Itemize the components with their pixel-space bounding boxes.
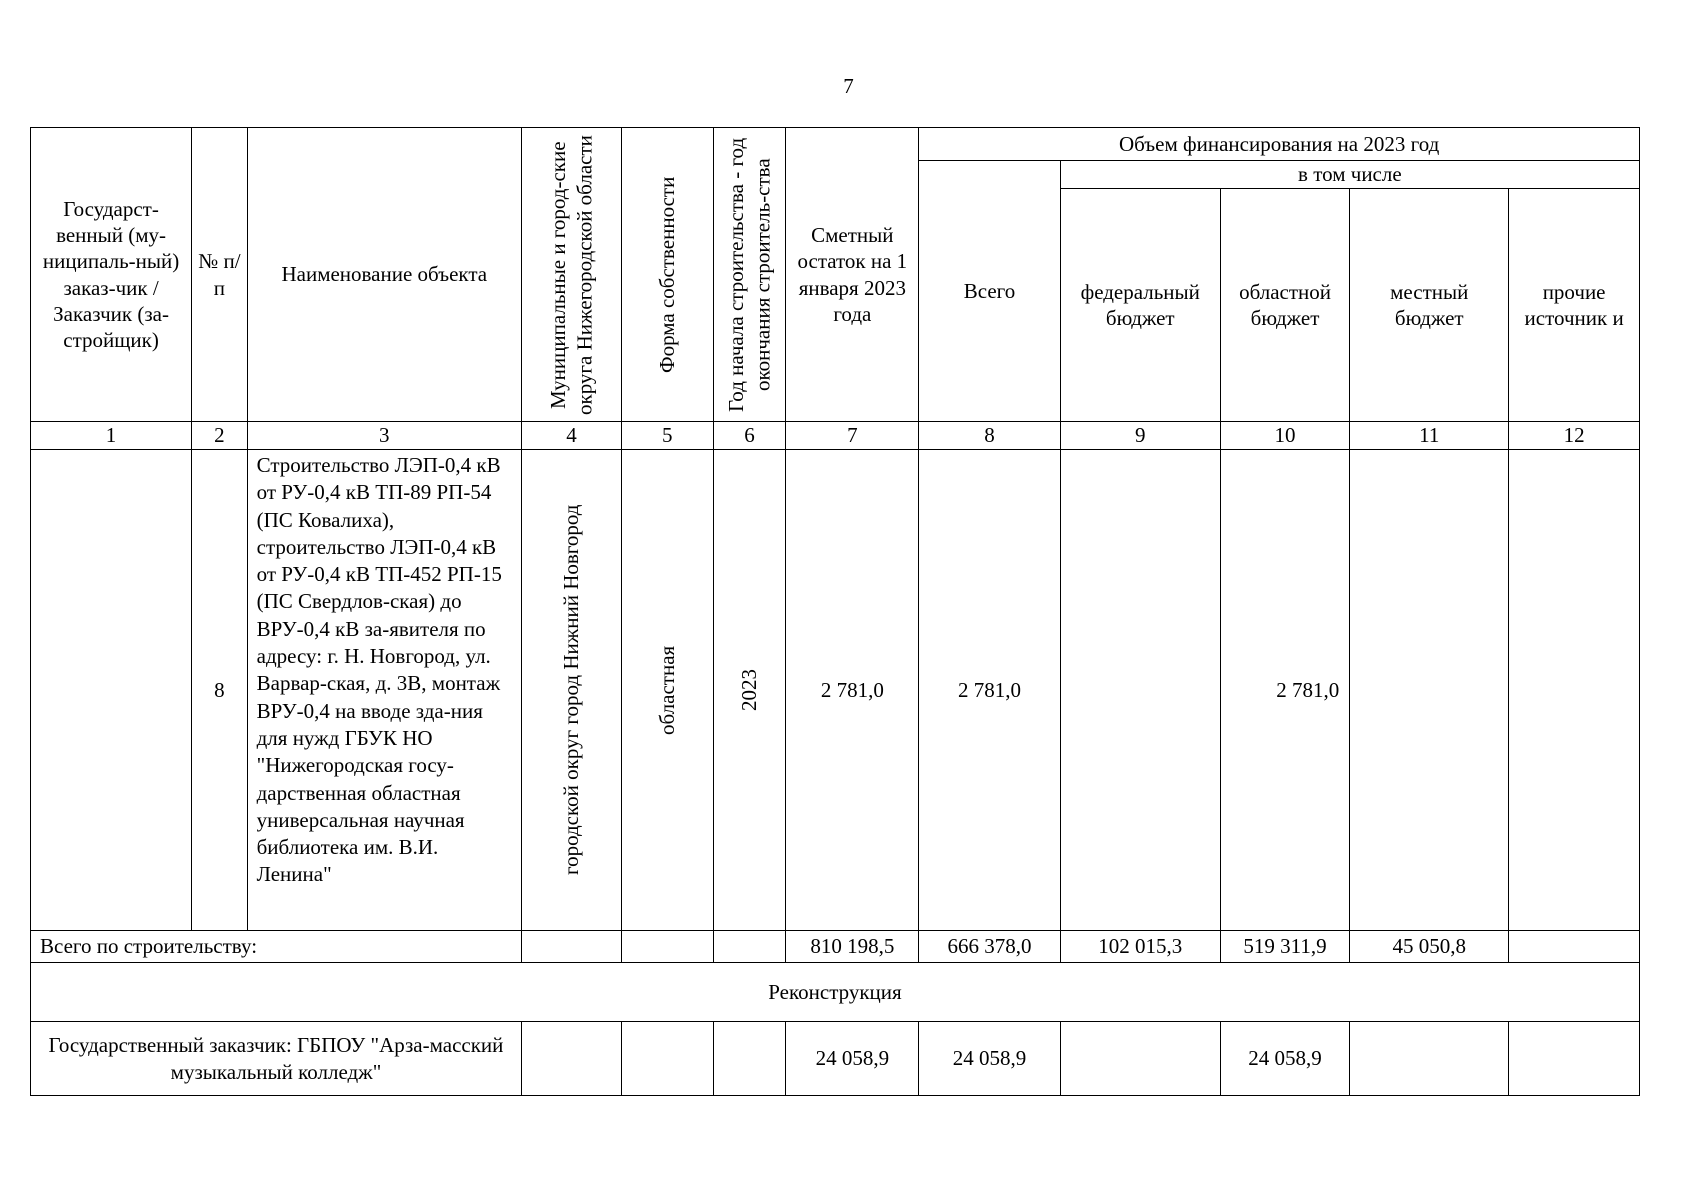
total-other	[1509, 931, 1640, 963]
object-customer-cell	[31, 450, 192, 931]
object-total: 2 781,0	[919, 450, 1061, 931]
table-row-total	[31, 931, 1640, 963]
table-row-section	[31, 963, 1640, 1022]
customer-label: Государственный заказчик: ГБПОУ "Арза-масский музыкальный колледж"	[31, 1022, 522, 1096]
header-including: в том числе	[1060, 161, 1639, 189]
customer-regional: 24 058,9	[1220, 1022, 1350, 1096]
customer-ownership	[622, 1022, 713, 1096]
investment-table	[30, 127, 1640, 1096]
customer-municipality	[521, 1022, 621, 1096]
table-row-object	[31, 450, 1640, 931]
col-number: 5	[622, 422, 713, 450]
col-number: 8	[919, 422, 1061, 450]
total-ownership	[622, 931, 713, 963]
object-ownership-text: областная	[655, 645, 680, 735]
object-name: Строительство ЛЭП-0,4 кВ от РУ-0,4 кВ ТП-89 РП-54 (ПС Ковалиха), строительство ЛЭП-0,4 кВ от РУ-0,4 кВ ТП-452 РП-15 (ПС Свердлов-ская) до ВРУ-0,4 кВ за-явителя по адресу: г. Н. Новгород, ул. Варвар-ская, д. 3В, монтаж ВРУ-0,4 на вводе зда-ния для нужд ГБУК НО "Нижегородская госу-дарственная областная универсальная научная библиотека им. В.И. Ленина"	[247, 450, 521, 931]
header-federal: федеральный бюджет	[1060, 189, 1220, 422]
customer-estimate: 24 058,9	[786, 1022, 919, 1096]
object-other	[1509, 450, 1640, 931]
total-years	[713, 931, 786, 963]
col-number: 1	[31, 422, 192, 450]
column-numbers-row	[31, 422, 1640, 450]
header-years	[713, 128, 786, 422]
header-object-name: Наименование объекта	[247, 128, 521, 422]
header-funding-group: Объем финансирования на 2023 год	[919, 128, 1640, 161]
object-federal	[1060, 450, 1220, 931]
object-municipality-text: городской округ город Нижний Новгород	[559, 504, 584, 876]
col-number: 7	[786, 422, 919, 450]
page-number: 7	[843, 74, 854, 98]
section-title: Реконструкция	[31, 963, 1640, 1022]
header-municipality-text: Муниципальные и город-ские округа Нижегородской области	[546, 134, 597, 415]
header-other: прочие источник и	[1509, 189, 1640, 422]
object-year	[713, 450, 786, 931]
header-ownership-text: Форма собственности	[655, 176, 680, 373]
customer-total: 24 058,9	[919, 1022, 1061, 1096]
header-total: Всего	[919, 161, 1061, 422]
customer-federal	[1060, 1022, 1220, 1096]
header-row-top	[31, 128, 1640, 161]
total-label: Всего по строительству:	[31, 931, 522, 963]
col-number: 4	[521, 422, 621, 450]
col-number: 9	[1060, 422, 1220, 450]
table-row-customer	[31, 1022, 1640, 1096]
total-federal: 102 015,3	[1060, 931, 1220, 963]
customer-local	[1350, 1022, 1509, 1096]
object-year-text: 2023	[737, 669, 762, 711]
object-local	[1350, 450, 1509, 931]
total-estimate: 810 198,5	[786, 931, 919, 963]
total-local: 45 050,8	[1350, 931, 1509, 963]
col-number: 10	[1220, 422, 1350, 450]
header-customer: Государст-венный (му-ниципаль-ный) заказ-чик / Заказчик (за-стройщик)	[31, 128, 192, 422]
col-number: 3	[247, 422, 521, 450]
object-municipality	[521, 450, 621, 931]
col-number: 11	[1350, 422, 1509, 450]
header-municipality	[521, 128, 621, 422]
header-local: местный бюджет	[1350, 189, 1509, 422]
total-municipality	[521, 931, 621, 963]
col-number: 6	[713, 422, 786, 450]
header-regional: областной бюджет	[1220, 189, 1350, 422]
header-ownership	[622, 128, 713, 422]
header-num: № п/п	[192, 128, 248, 422]
customer-years	[713, 1022, 786, 1096]
header-estimate: Сметный остаток на 1 января 2023 года	[786, 128, 919, 422]
object-estimate: 2 781,0	[786, 450, 919, 931]
header-years-text: Год начала строительства - год окончания строитель-ства	[724, 137, 775, 412]
total-regional: 519 311,9	[1220, 931, 1350, 963]
object-num: 8	[192, 450, 248, 931]
object-regional: 2 781,0	[1220, 450, 1350, 931]
customer-other	[1509, 1022, 1640, 1096]
col-number: 12	[1509, 422, 1640, 450]
object-ownership	[622, 450, 713, 931]
col-number: 2	[192, 422, 248, 450]
total-total: 666 378,0	[919, 931, 1061, 963]
